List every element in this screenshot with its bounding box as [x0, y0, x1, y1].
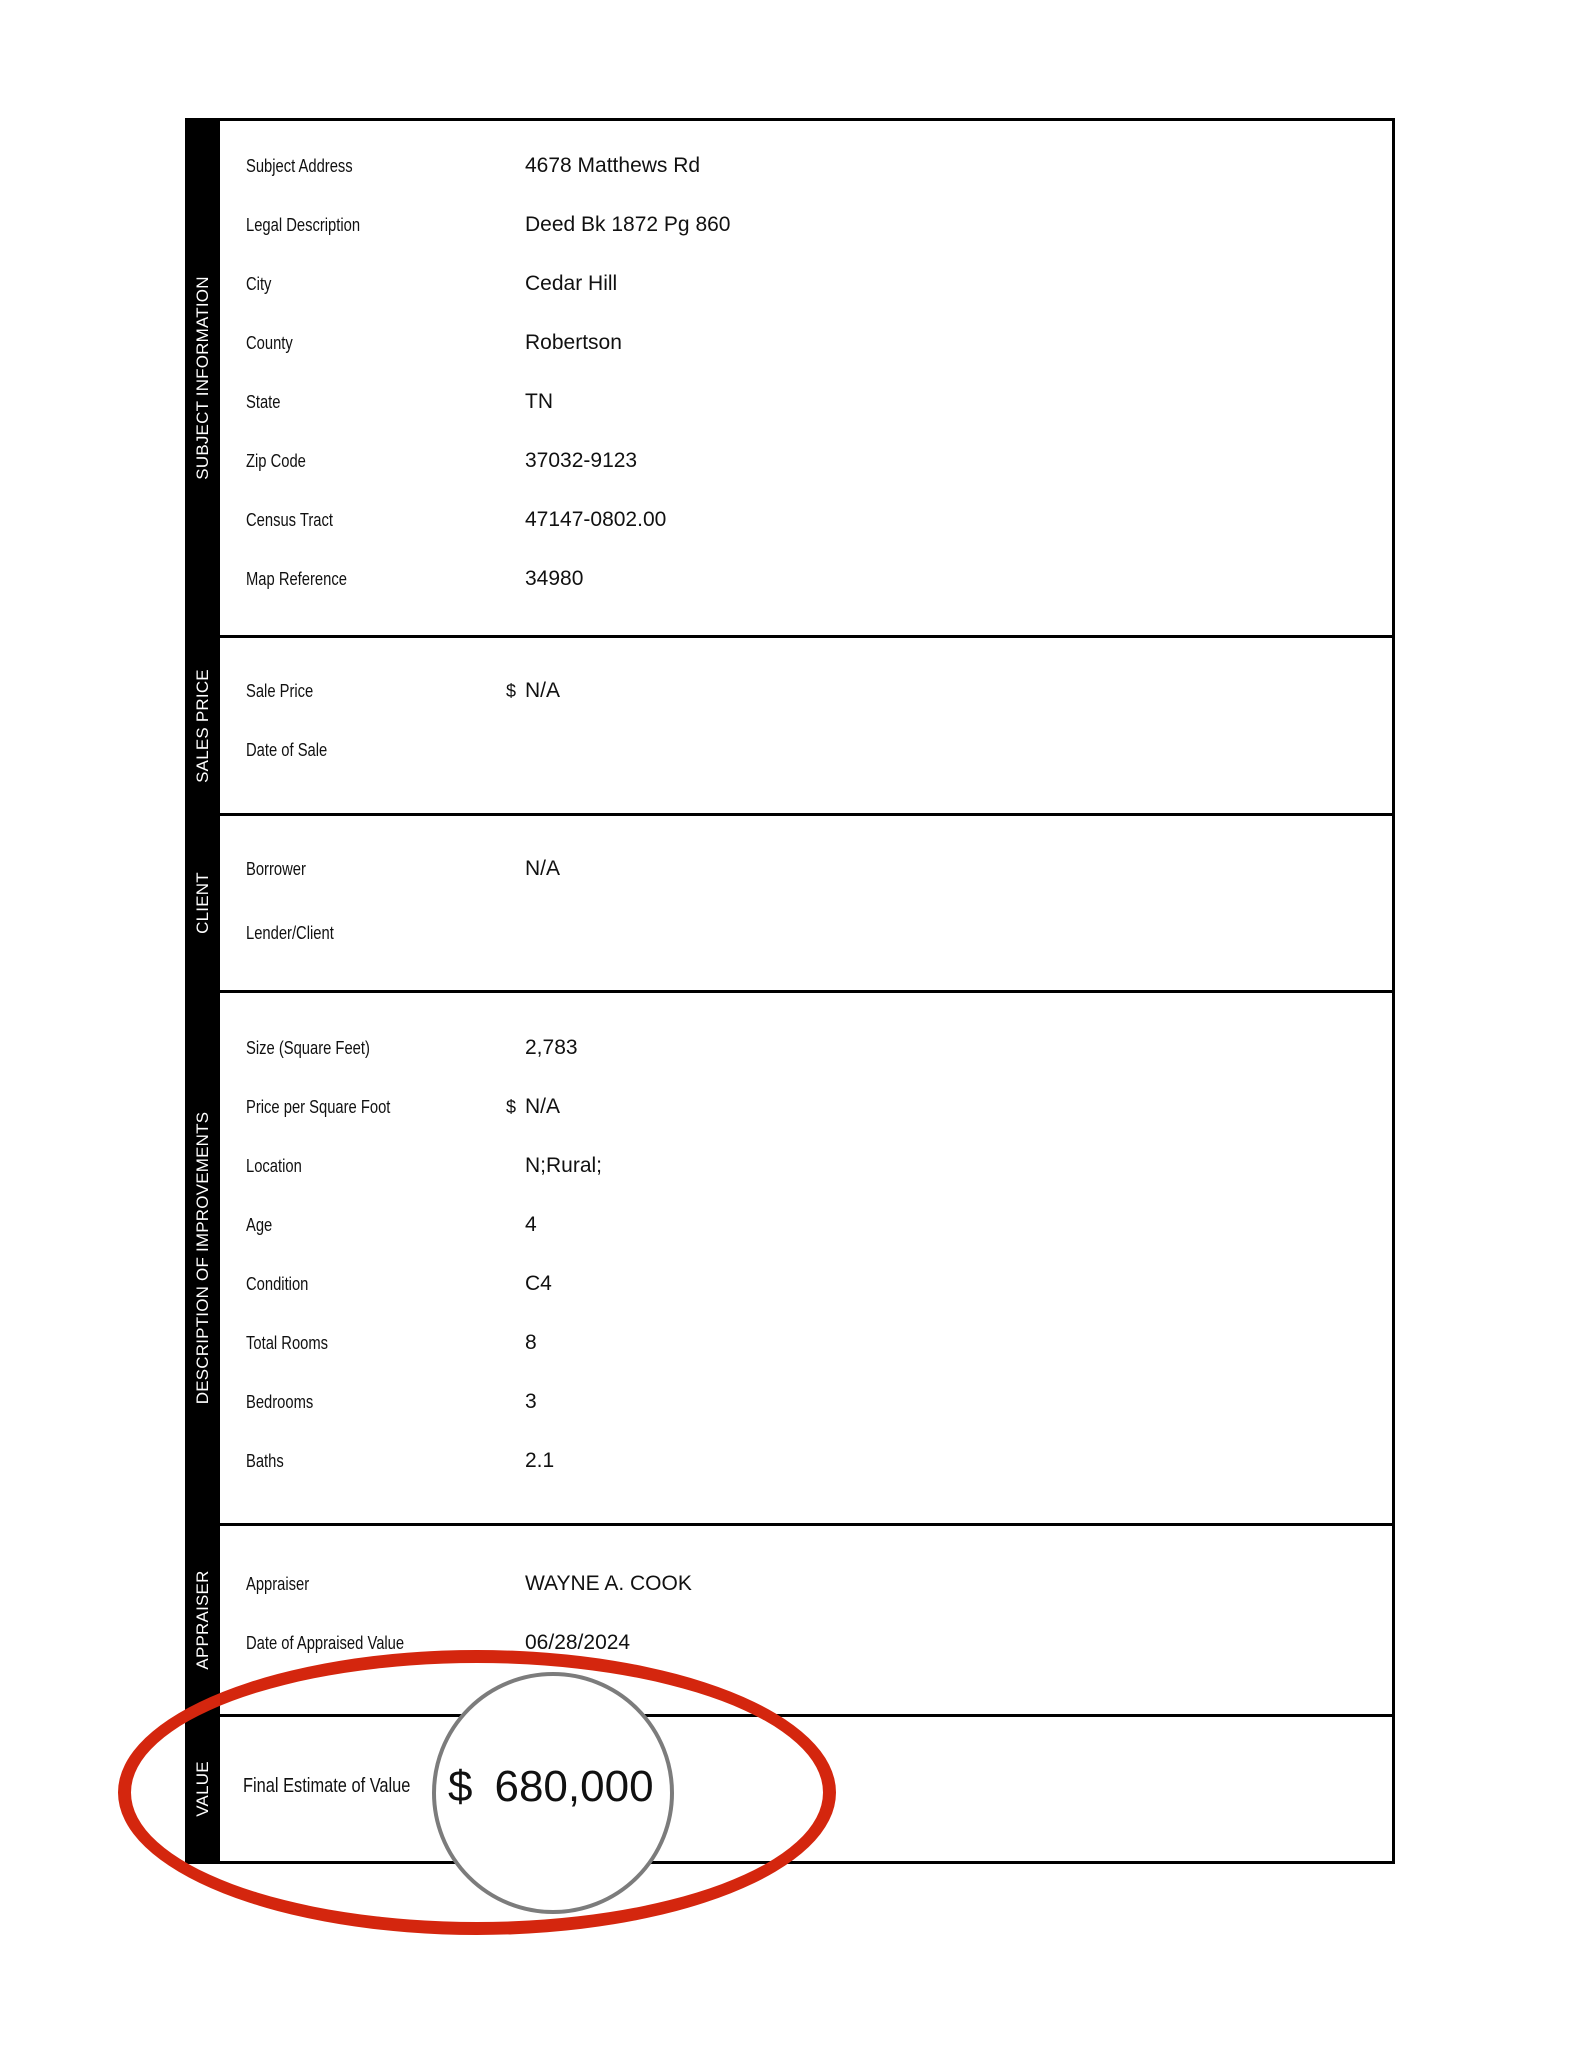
section-title: VALUE — [193, 1761, 212, 1817]
field-value: Robertson — [525, 331, 622, 354]
field-value: 2.1 — [525, 1449, 555, 1472]
field-value: 4 — [525, 1213, 537, 1236]
field-label: County — [246, 332, 293, 353]
field-value: 3 — [525, 1390, 537, 1413]
sales-price-section — [188, 638, 1392, 816]
field-label: Bedrooms — [246, 1391, 314, 1412]
field-label: Date of Appraised Value — [246, 1632, 405, 1653]
currency-symbol: $ — [506, 680, 517, 701]
subject-information-section — [188, 121, 1392, 638]
section-spine — [188, 638, 220, 813]
field-label: Appraiser — [246, 1573, 310, 1594]
field-value: N;Rural; — [525, 1154, 603, 1177]
field-label: Age — [246, 1214, 273, 1235]
field-label: Price per Square Foot — [246, 1096, 391, 1117]
field-value: TN — [525, 390, 553, 413]
field-label: City — [246, 273, 272, 294]
section-spine — [188, 121, 220, 635]
field-value: 47147-0802.00 — [525, 508, 667, 531]
section-spine — [188, 993, 220, 1523]
section-spine — [188, 816, 220, 990]
field-label: Subject Address — [246, 155, 353, 176]
field-value: Deed Bk 1872 Pg 860 — [525, 213, 731, 236]
section-title: DESCRIPTION OF IMPROVEMENTS — [193, 1111, 212, 1405]
section-title: SALES PRICE — [193, 668, 212, 783]
field-value: N/A — [525, 1095, 561, 1118]
field-label: State — [246, 391, 281, 412]
currency-symbol: $ — [448, 1762, 473, 1811]
field-value: C4 — [525, 1272, 552, 1295]
field-label: Census Tract — [246, 509, 333, 530]
field-label: Date of Sale — [246, 739, 328, 760]
field-label: Location — [246, 1155, 302, 1176]
final-estimate-label: Final Estimate of Value — [243, 1775, 411, 1797]
field-label: Borrower — [246, 858, 306, 879]
field-label: Total Rooms — [246, 1332, 329, 1353]
client-section — [188, 816, 1392, 993]
field-label: Size (Square Feet) — [246, 1037, 370, 1058]
appraisal-summary-form — [185, 118, 1395, 1864]
field-value: WAYNE A. COOK — [525, 1572, 692, 1595]
section-title: CLIENT — [193, 872, 212, 934]
field-value: 37032-9123 — [525, 449, 638, 472]
section-spine — [188, 1526, 220, 1714]
field-label: Legal Description — [246, 214, 361, 235]
field-value: 8 — [525, 1331, 537, 1354]
section-title: SUBJECT INFORMATION — [193, 276, 212, 480]
field-label: Baths — [246, 1450, 284, 1471]
field-value: 4678 Matthews Rd — [525, 154, 701, 177]
final-estimate-value — [448, 1762, 654, 1812]
field-label: Condition — [246, 1273, 309, 1294]
field-value: N/A — [525, 857, 561, 880]
final-estimate-amount: 680,000 — [494, 1762, 654, 1811]
field-label: Zip Code — [246, 450, 306, 471]
currency-symbol: $ — [506, 1096, 517, 1117]
field-label: Map Reference — [246, 568, 347, 589]
improvements-section — [188, 993, 1392, 1526]
field-value: 06/28/2024 — [525, 1631, 631, 1654]
field-label: Lender/Client — [246, 922, 334, 943]
field-value: 2,783 — [525, 1036, 578, 1059]
field-value: N/A — [525, 679, 561, 702]
section-title: APPRAISER — [193, 1570, 212, 1670]
field-value: Cedar Hill — [525, 272, 618, 295]
field-label: Sale Price — [246, 680, 314, 701]
field-value: 34980 — [525, 567, 584, 590]
